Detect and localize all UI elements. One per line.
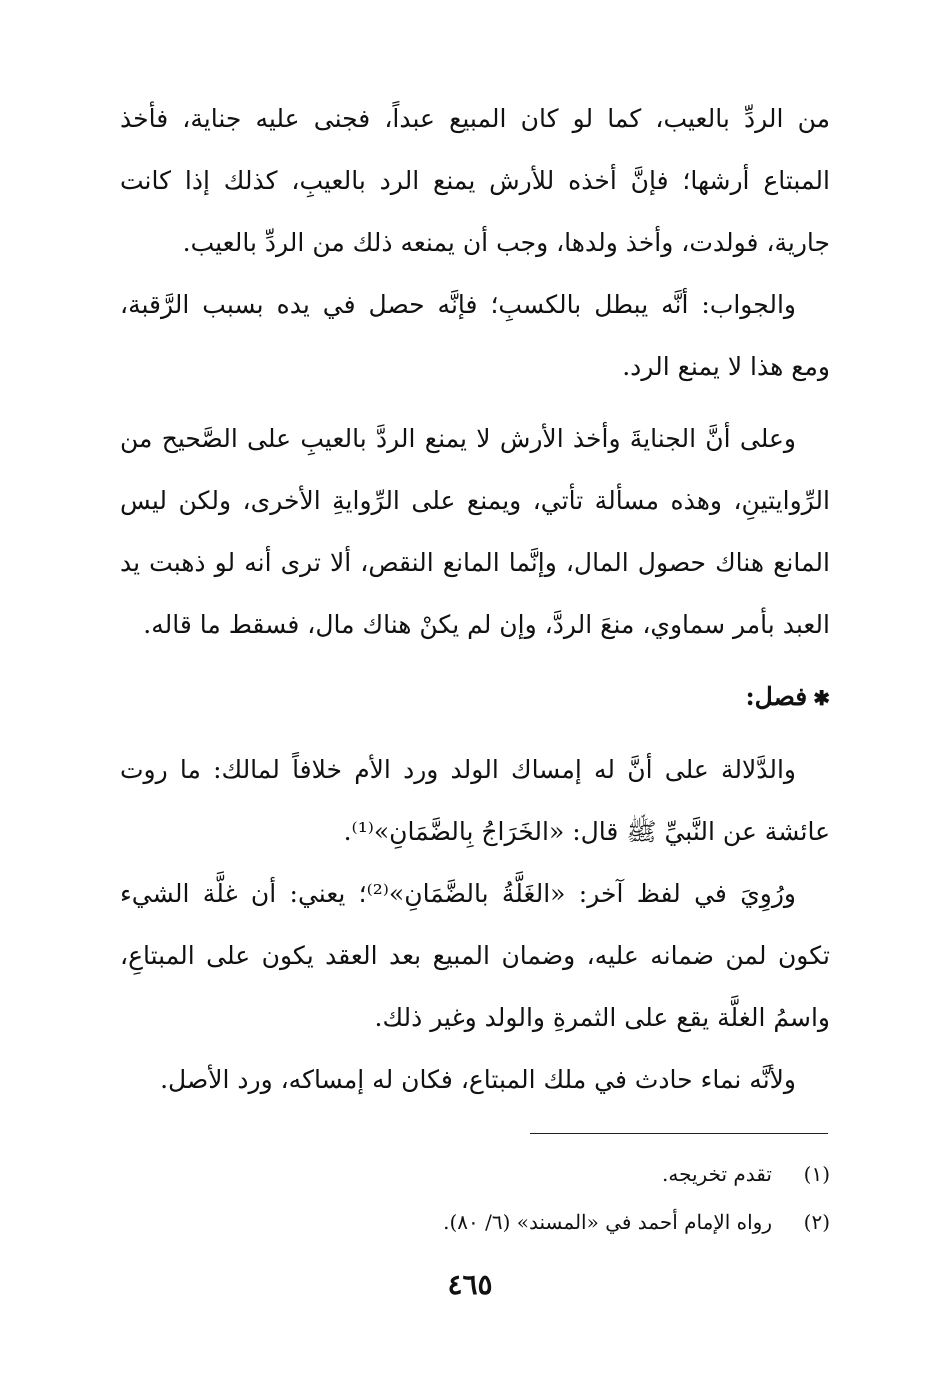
paragraph-2: والجواب: أنَّه يبطل بالكسبِ؛ فإنَّه حصل في يده بسبب الرَّقبة، ومع هذا لا يمنع الرد.	[120, 290, 830, 381]
footnote-number: (٢)	[803, 1210, 830, 1234]
section-paragraph-2: ورُوِيَ في لفظ آخر: «الغَلَّةُ بالضَّمَانِ»⁽²⁾؛ يعني: أن غلَّة الشيء تكون لمن ضمانه عليه، وضمان المبيع بعد العقد يكون على المبتاعِ، واسمُ الغلَّة يقع على الثمرةِ والولد وغير ذلك.	[120, 879, 830, 1032]
footnote-2	[300, 1198, 830, 1246]
page-number: ٤٦٥	[447, 1268, 493, 1301]
paragraph-1: من الردِّ بالعيب، كما لو كان المبيع عبداً، فجنى عليه جناية، فأخذ المبتاع أرشها؛ فإنَّ أخذه للأرش يمنع الرد بالعيبِ، كذلك إذا كانت جارية، فولدت، وأخذ ولدها، وجب أن يمنعه ذلك من الردِّ بالعيب.	[120, 104, 830, 257]
footnote-1	[300, 1150, 830, 1198]
footnote-divider	[530, 1133, 828, 1134]
footnote-number: (١)	[803, 1162, 830, 1186]
footnotes	[300, 1150, 830, 1246]
footnote-text: تقدم تخريجه.	[662, 1162, 772, 1186]
section-paragraph-1: والدَّلالة على أنَّ له إمساك الولد ورد الأم خلافاً لمالك: ما روت عائشة عن النَّبيِّ ﷺ قال: «الخَرَاجُ بِالضَّمَانِ»⁽¹⁾.	[120, 755, 830, 846]
section-title: فصل:	[745, 682, 808, 711]
section-paragraph-3: ولأنَّه نماء حادث في ملك المبتاع، فكان له إمساكه، ورد الأصل.	[160, 1065, 796, 1094]
asterisk-icon: ✱	[813, 686, 830, 710]
page-body	[120, 88, 830, 1111]
section-heading	[120, 666, 830, 729]
footnote-text: رواه الإمام أحمد في «المسند» (٦/ ٨٠).	[443, 1210, 772, 1234]
paragraph-3: وعلى أنَّ الجنايةَ وأخذ الأرش لا يمنع الردَّ بالعيبِ على الصَّحيح من الرِّوايتينِ، وهذه مسألة تأتي، ويمنع على الرِّوايةِ الأخرى، ولكن ليس المانع هناك حصول المال، وإنَّما المانع النقص، ألا ترى أنه لو ذهبت يد العبد بأمر سماوي، منعَ الردَّ، وإن لم يكنْ هناك مال، فسقط ما قاله.	[120, 424, 830, 639]
